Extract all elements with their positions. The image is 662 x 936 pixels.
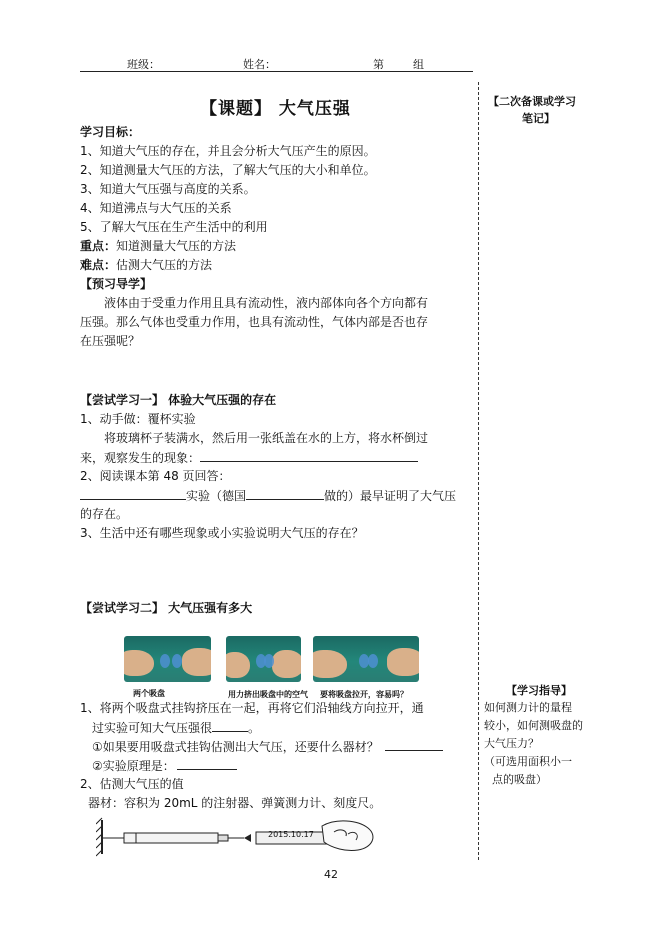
difficulty-text: 估测大气压的方法 <box>116 258 213 272</box>
try1-q2-b: 做的）最早证明了大气压 <box>324 489 457 503</box>
class-label: 班级： <box>127 58 160 71</box>
try1-q2-c: 的存在。 <box>80 507 129 521</box>
key-point-text: 知道测量大气压的方法 <box>116 239 237 253</box>
photo-two-suction-cups <box>124 636 211 682</box>
try2-q2: 2、估测大气压的值 <box>80 777 184 791</box>
equipment-blank[interactable] <box>385 738 443 751</box>
guide-line: 如何测力计的量程 <box>484 701 572 714</box>
try2-sub1-text: ①如果要用吸盘式挂钩估测出大气压，还要什么器材？ <box>92 740 379 754</box>
group-label: 组 <box>413 58 424 71</box>
objective-item: 5、了解大气压在生产生活中的利用 <box>80 220 268 234</box>
guide-heading: 【学习指导】 <box>506 684 572 697</box>
try1-q2: 2、阅读课本第 48 页回答： <box>80 469 231 483</box>
notes-heading-line1: 【二次备课或学习 <box>488 95 576 108</box>
try1-q1: 1、动手做：覆杯实验 <box>80 412 196 426</box>
photo-pull-apart <box>313 636 419 682</box>
try2-q1-line2 <box>92 719 260 736</box>
margin-divider <box>478 82 479 860</box>
guide-line: 较小，如何测吸盘的 <box>484 719 583 732</box>
try1-q2-a: 实验（德国 <box>186 489 247 503</box>
try2-sub1 <box>92 738 443 755</box>
observation-blank[interactable] <box>200 449 418 462</box>
preview-line: 在压强呢？ <box>80 334 141 348</box>
objective-item: 2、知道测量大气压的方法，了解大气压的大小和单位。 <box>80 163 376 177</box>
try2-heading: 【尝试学习二】 大气压强有多大 <box>80 601 253 615</box>
try1-heading: 【尝试学习一】 体验大气压强的存在 <box>80 393 277 407</box>
guide-line: 点的吸盘） <box>492 773 547 786</box>
photo-caption: 两个吸盘 <box>133 689 165 698</box>
guide-line: 大气压力？ <box>484 737 539 750</box>
try1-q2-line <box>80 487 456 504</box>
objectives-heading: 学习目标： <box>80 125 141 139</box>
page-title: 【课题】 大气压强 <box>200 99 351 119</box>
try1-q3: 3、生活中还有哪些现象或小实验说明大气压的存在？ <box>80 526 364 540</box>
notes-heading-line2: 笔记】 <box>522 112 555 125</box>
page-number: 42 <box>324 868 338 881</box>
objective-item: 4、知道沸点与大气压的关系 <box>80 201 232 215</box>
photo-caption: 要将吸盘拉开，容易吗？ <box>320 690 408 699</box>
preview-line: 压强。那么气体也受重力作用，也具有流动性，气体内部是否也存 <box>80 315 429 329</box>
di-label: 第 <box>373 58 384 71</box>
scientist-blank[interactable] <box>246 487 324 500</box>
pressure-magnitude-blank[interactable] <box>212 719 248 732</box>
difficulty-point <box>80 257 212 273</box>
header-divider <box>80 71 473 72</box>
name-label: 姓名： <box>243 58 276 71</box>
principle-blank[interactable] <box>177 757 237 770</box>
try1-q1-line2 <box>80 449 418 466</box>
try1-q1-line1: 将玻璃杯子装满水，然后用一张纸盖在水的上方，将水杯倒过 <box>104 431 429 445</box>
syringe-experiment-illustration <box>96 814 386 858</box>
try2-q1-line2-text: 过实验可知大气压强很 <box>92 721 213 735</box>
photo-press-air-out <box>226 636 301 682</box>
key-point <box>80 238 236 254</box>
preview-heading: 【预习导学】 <box>80 277 153 291</box>
difficulty-label: 难点： <box>80 258 117 272</box>
try1-q1-line2-text: 来，观察发生的现象： <box>80 451 201 465</box>
equipment-list: 器材：容积为 20mL 的注射器、弹簧测力计、刻度尺。 <box>88 796 382 810</box>
device-label: 2015.10.17 <box>268 830 314 839</box>
try2-sub2 <box>92 757 237 774</box>
guide-line: （可选用面积小一 <box>484 755 572 768</box>
objective-item: 1、知道大气压的存在，并且会分析大气压产生的原因。 <box>80 144 376 158</box>
experiment-name-blank[interactable] <box>80 487 186 500</box>
objective-item: 3、知道大气压强与高度的关系。 <box>80 182 256 196</box>
try2-sub2-text: ②实验原理是： <box>92 759 175 773</box>
key-point-label: 重点： <box>80 239 117 253</box>
try2-q1-line1: 1、将两个吸盘式挂钩挤压在一起，再将它们沿轴线方向拉开，通 <box>80 701 424 715</box>
preview-line: 液体由于受重力作用且具有流动性，液内部体向各个方向都有 <box>104 296 429 310</box>
try2-q1-line2-end: 。 <box>248 721 261 735</box>
photo-caption: 用力挤出吸盘中的空气 <box>228 690 308 699</box>
